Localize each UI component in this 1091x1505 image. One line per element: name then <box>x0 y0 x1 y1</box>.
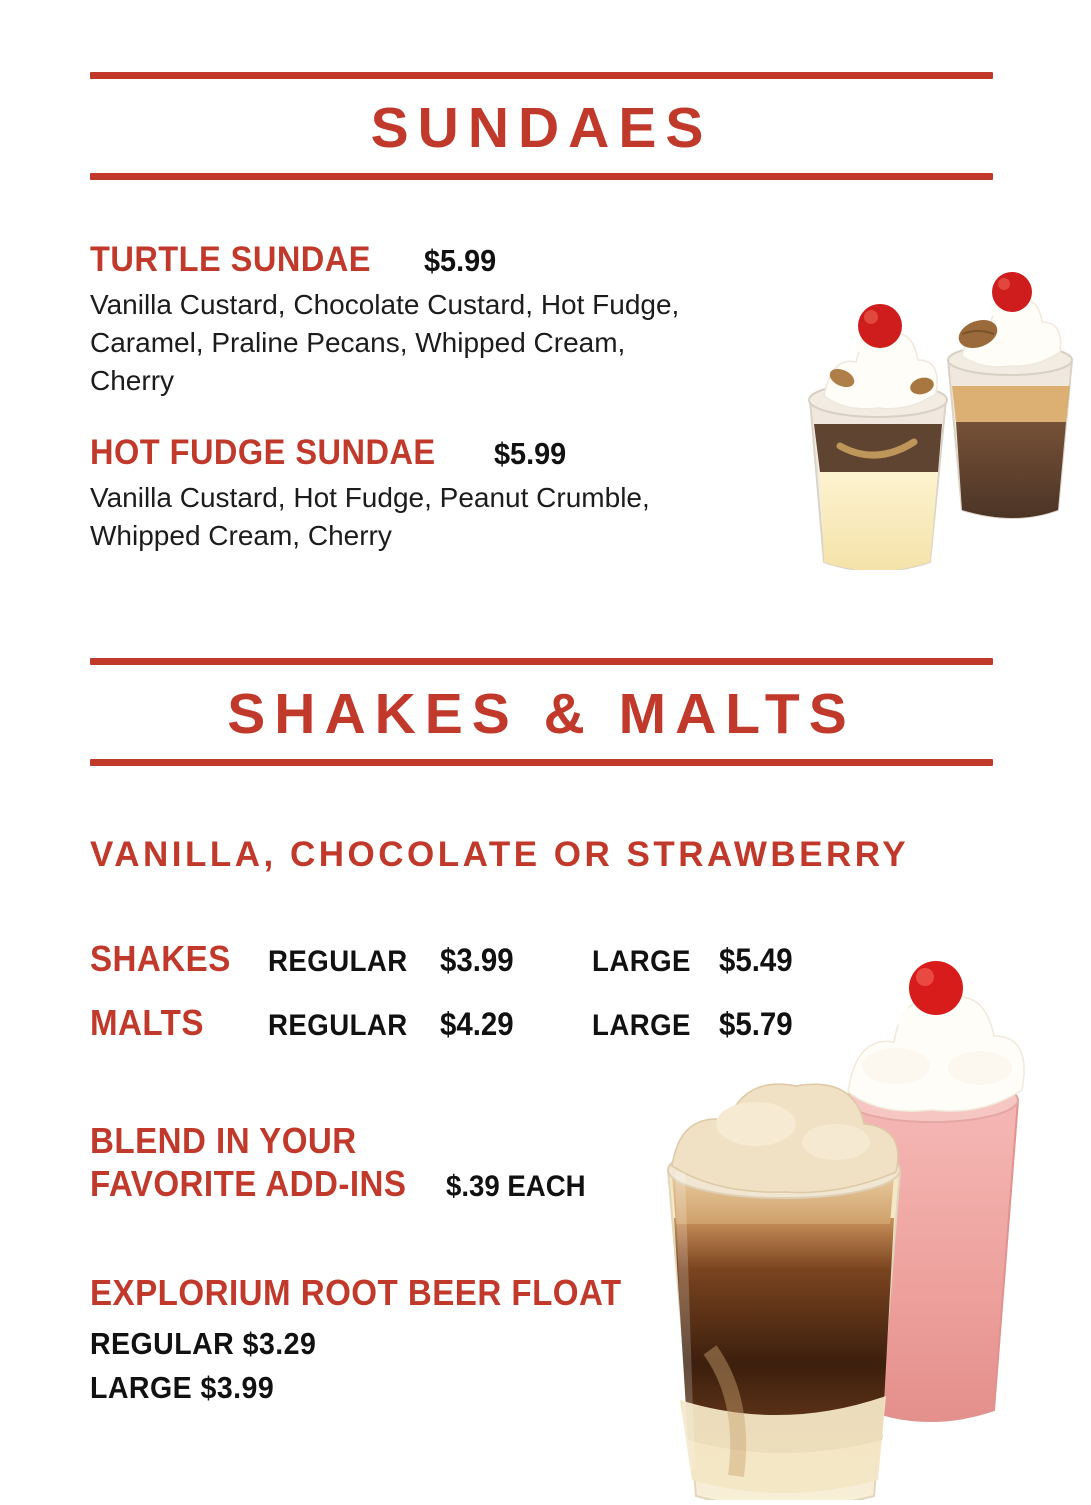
menu-item-name: TURTLE SUNDAE <box>90 240 371 279</box>
menu-item-name: HOT FUDGE SUNDAE <box>90 433 436 473</box>
flavors-line: VANILLA, CHOCOLATE OR STRAWBERRY <box>90 835 910 874</box>
price-regular: $3.99 <box>439 942 514 978</box>
menu-item-price: $5.99 <box>424 243 497 278</box>
sundaes-item-list <box>90 240 710 589</box>
menu-item-heading <box>90 433 710 473</box>
sundae-cups-photo <box>690 210 1090 570</box>
root-beer-float-large: LARGE $3.99 <box>90 1370 275 1405</box>
price-row-malts <box>90 1002 800 1044</box>
price-size-regular: REGULAR <box>268 1009 408 1042</box>
shakes-price-table <box>90 938 800 1066</box>
root-beer-float-title: EXPLORIUM ROOT BEER FLOAT <box>90 1272 622 1313</box>
price-large: $5.49 <box>719 942 794 978</box>
sundaes-section-header <box>90 72 993 180</box>
menu-item-heading <box>90 240 710 280</box>
divider-top <box>90 72 993 79</box>
menu-item-turtle-sundae <box>90 240 710 399</box>
root-beer-float-regular: REGULAR $3.29 <box>90 1326 317 1361</box>
addins-price: $.39 EACH <box>446 1170 586 1203</box>
price-row-shakes <box>90 938 800 980</box>
addins-block <box>90 1118 598 1205</box>
price-size-regular: REGULAR <box>268 945 408 978</box>
section-title-sundaes: SUNDAES <box>370 96 713 160</box>
menu-item-description: Vanilla Custard, Hot Fudge, Peanut Crumble, Whipped Cream, Cherry <box>90 482 650 552</box>
menu-item-hot-fudge-sundae <box>90 433 710 555</box>
addins-line-2-row <box>90 1163 598 1205</box>
divider-above-shakes <box>90 658 993 665</box>
menu-item-description: Vanilla Custard, Chocolate Custard, Hot Fudge, Caramel, Praline Pecans, Whipped Cream, Cherry <box>90 289 680 396</box>
divider-under-shakes <box>90 759 993 766</box>
price-row-label: MALTS <box>90 1002 204 1043</box>
price-row-label: SHAKES <box>90 938 231 979</box>
price-regular: $4.29 <box>439 1006 514 1042</box>
divider-under-sundaes <box>90 173 993 180</box>
root-beer-float-block <box>90 1272 668 1414</box>
addins-line-2: FAVORITE ADD-INS <box>90 1163 407 1204</box>
addins-line-1: BLEND IN YOUR <box>90 1120 357 1161</box>
price-size-large: LARGE <box>591 1009 691 1042</box>
price-large: $5.79 <box>719 1006 794 1042</box>
menu-item-price: $5.99 <box>493 436 566 472</box>
section-title-shakes-malts: SHAKES & MALTS <box>227 682 856 746</box>
shakes-section-header <box>90 658 993 766</box>
price-size-large: LARGE <box>591 945 691 978</box>
